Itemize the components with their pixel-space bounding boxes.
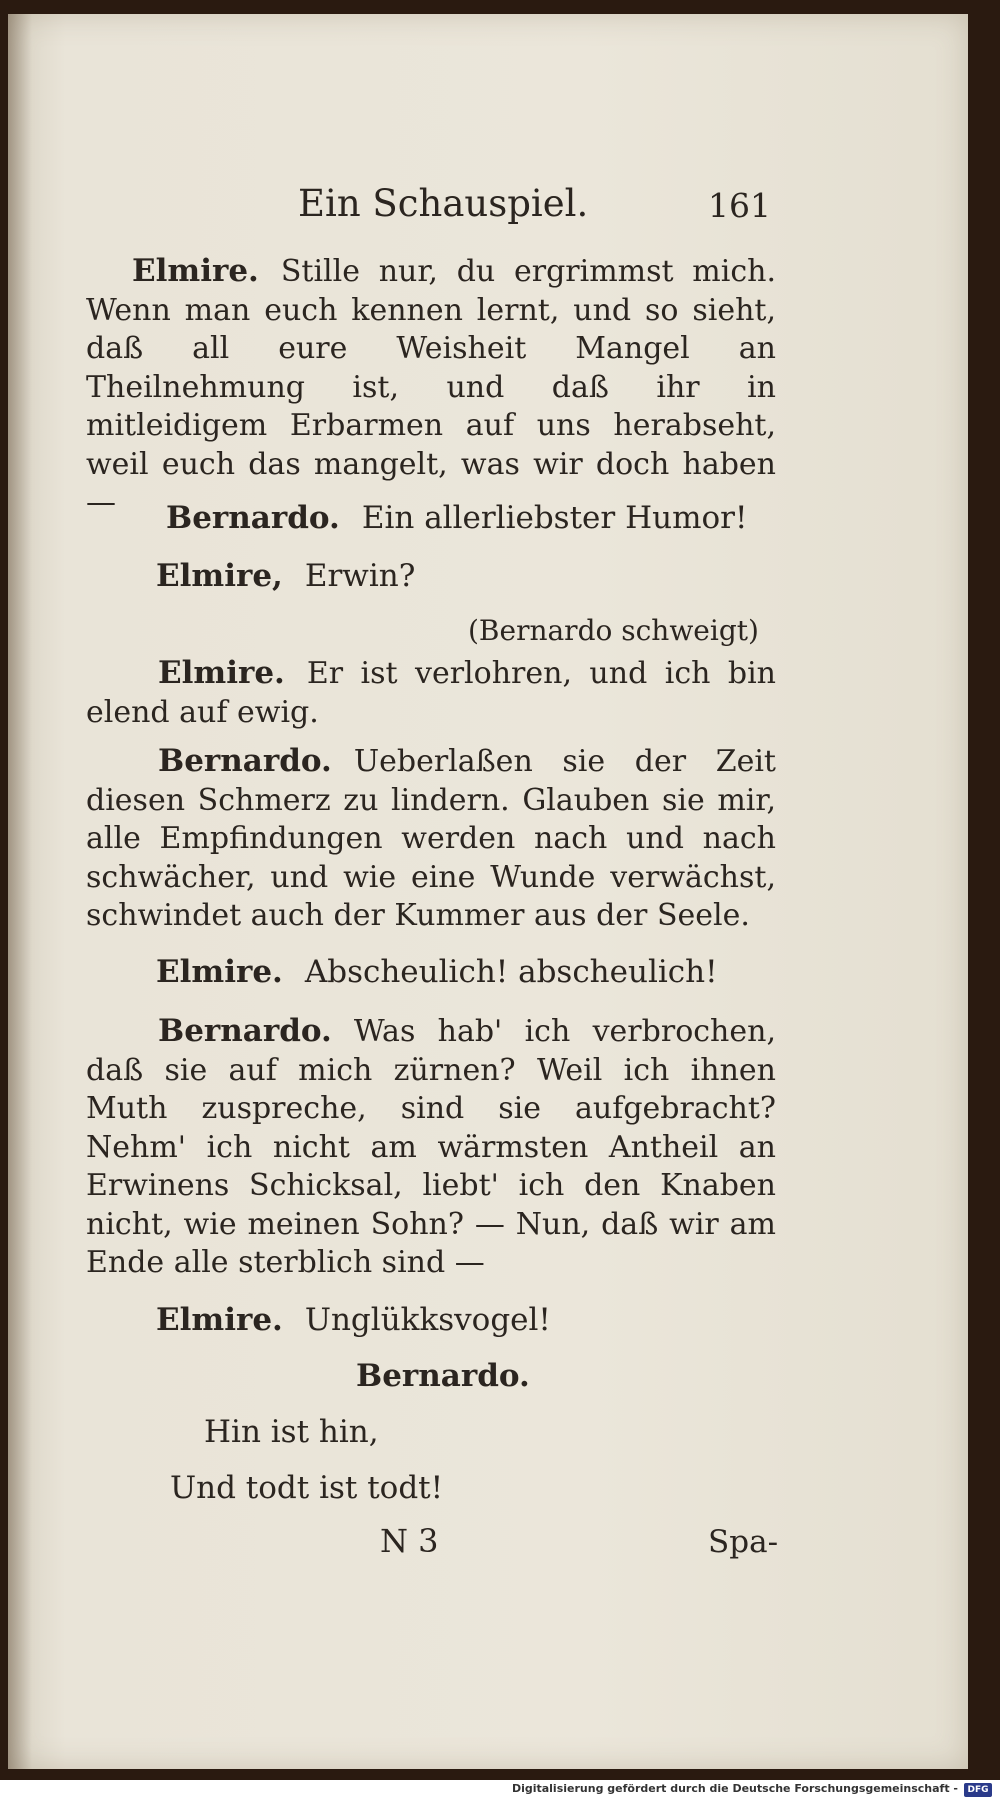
credit-text: Digitalisierung gefördert durch die Deutsche Forschungsgemeinschaft -	[511, 1782, 958, 1795]
page-number: 161	[708, 186, 771, 225]
paragraph-2	[166, 500, 747, 536]
speech-text: Unglükksvogel!	[304, 1302, 551, 1338]
paragraph-5	[86, 742, 776, 936]
speaker-label: Elmire.	[158, 655, 285, 691]
paragraph-8	[156, 1302, 551, 1338]
speech-text: Was hab' ich verbrochen, daß sie auf mich zürnen? Weil ich ihnen Muth zuspreche, sind sie aufgebracht? Nehm' ich nicht am wärmsten Antheil an Erwinens Schicksal, liebt' ich den Knaben nicht, wie meinen Sohn? — Nun, daß wir am Ende alle sterblich sind —	[86, 1014, 776, 1280]
paragraph-3	[156, 558, 415, 594]
book-page	[8, 14, 968, 1769]
signature-mark: N 3	[380, 1522, 439, 1560]
paragraph-1	[86, 252, 776, 523]
speaker-label: Bernardo.	[158, 743, 332, 779]
speech-text: Abscheulich! abscheulich!	[304, 954, 718, 990]
speaker-label: Bernardo.	[158, 1013, 332, 1049]
speaker-label: Elmire.	[156, 954, 283, 990]
song-line-2: Und todt ist todt!	[170, 1470, 444, 1506]
spine-shadow	[8, 14, 32, 1769]
song-line-1: Hin ist hin,	[204, 1414, 379, 1450]
catchword: Spa-	[708, 1524, 779, 1560]
speaker-label: Bernardo.	[166, 500, 340, 536]
speech-text: Stille nur, du ergrimmst mich. Wenn man euch kennen lernt, und so sieht, daß all eure Weisheit Mangel an Theilnehmung ist, und daß ihr in mitleidigem Erbarmen auf uns herabseht, weil euch das mangelt, was wir doch haben —	[86, 254, 776, 520]
speech-text: Er ist verlohren, und ich bin elend auf ewig.	[86, 656, 776, 730]
paragraph-4	[86, 654, 776, 732]
running-title: Ein Schauspiel.	[298, 182, 589, 225]
speaker-label: Elmire.	[132, 253, 259, 289]
speech-text: Erwin?	[304, 558, 416, 594]
paragraph-6	[156, 954, 718, 990]
credit-bar	[0, 1780, 1000, 1802]
speaker-label: Elmire,	[156, 558, 283, 594]
speaker-label: Elmire.	[156, 1302, 283, 1338]
paragraph-7	[86, 1012, 776, 1283]
song-speaker: Bernardo.	[356, 1358, 530, 1394]
stage-direction: (Bernardo schweigt)	[468, 614, 759, 647]
speech-text: Ein allerliebster Humor!	[361, 500, 748, 536]
speech-text: Ueberlaßen sie der Zeit diesen Schmerz zu lindern. Glauben sie mir, alle Empfindungen werden nach und nach schwächer, und wie eine Wunde verwächst, schwindet auch der Kummer aus der Seele.	[86, 744, 776, 933]
dfg-logo-icon: DFG	[964, 1783, 992, 1797]
